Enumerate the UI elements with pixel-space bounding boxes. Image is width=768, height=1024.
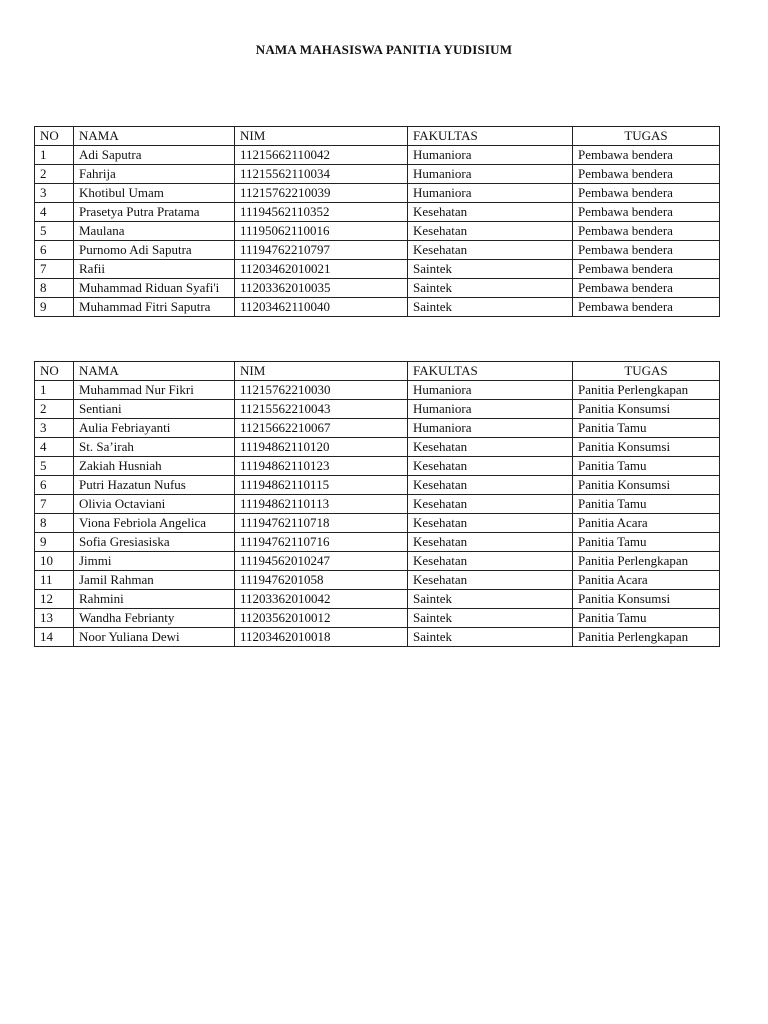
cell-no: 12 — [35, 590, 74, 609]
table-row — [35, 222, 720, 241]
table-row — [35, 279, 720, 298]
cell-no: 1 — [35, 381, 74, 400]
cell-fakultas: Saintek — [408, 298, 573, 317]
cell-tugas: Panitia Konsumsi — [573, 438, 720, 457]
cell-nim: 11194562110352 — [235, 203, 408, 222]
cell-nim: 11215762210030 — [235, 381, 408, 400]
header-nama: NAMA — [74, 362, 235, 381]
cell-tugas: Panitia Acara — [573, 571, 720, 590]
cell-fakultas: Humaniora — [408, 146, 573, 165]
cell-fakultas: Saintek — [408, 260, 573, 279]
cell-nama: Noor Yuliana Dewi — [74, 628, 235, 647]
cell-nama: Fahrija — [74, 165, 235, 184]
table-row — [35, 203, 720, 222]
header-fakultas: FAKULTAS — [408, 362, 573, 381]
cell-nama: Adi Saputra — [74, 146, 235, 165]
cell-fakultas: Kesehatan — [408, 514, 573, 533]
cell-no: 5 — [35, 222, 74, 241]
cell-no: 9 — [35, 533, 74, 552]
cell-tugas: Pembawa bendera — [573, 165, 720, 184]
cell-no: 8 — [35, 514, 74, 533]
cell-no: 8 — [35, 279, 74, 298]
cell-no: 3 — [35, 419, 74, 438]
cell-tugas: Pembawa bendera — [573, 298, 720, 317]
table-row — [35, 457, 720, 476]
table-row — [35, 165, 720, 184]
table-row — [35, 419, 720, 438]
cell-nama: Rahmini — [74, 590, 235, 609]
cell-nama: Jimmi — [74, 552, 235, 571]
table-row — [35, 571, 720, 590]
header-nim: NIM — [235, 127, 408, 146]
cell-nim: 11203362010035 — [235, 279, 408, 298]
cell-nim: 11203462110040 — [235, 298, 408, 317]
cell-no: 2 — [35, 165, 74, 184]
cell-nim: 11215562110034 — [235, 165, 408, 184]
cell-nim: 1119476201058 — [235, 571, 408, 590]
header-no: NO — [35, 127, 74, 146]
cell-nim: 11203562010012 — [235, 609, 408, 628]
cell-nim: 11194762210797 — [235, 241, 408, 260]
table-row — [35, 609, 720, 628]
cell-tugas: Pembawa bendera — [573, 184, 720, 203]
cell-nim: 11203362010042 — [235, 590, 408, 609]
cell-no: 10 — [35, 552, 74, 571]
cell-tugas: Pembawa bendera — [573, 146, 720, 165]
cell-nama: Zakiah Husniah — [74, 457, 235, 476]
table-row — [35, 514, 720, 533]
cell-nama: Khotibul Umam — [74, 184, 235, 203]
cell-tugas: Panitia Konsumsi — [573, 590, 720, 609]
cell-tugas: Panitia Perlengkapan — [573, 628, 720, 647]
cell-nim: 11194862110113 — [235, 495, 408, 514]
cell-nim: 11194762110718 — [235, 514, 408, 533]
cell-fakultas: Humaniora — [408, 400, 573, 419]
cell-no: 4 — [35, 203, 74, 222]
cell-no: 9 — [35, 298, 74, 317]
table-pembawa-bendera — [34, 126, 720, 317]
cell-fakultas: Humaniora — [408, 184, 573, 203]
cell-nim: 11203462010021 — [235, 260, 408, 279]
cell-tugas: Pembawa bendera — [573, 241, 720, 260]
cell-nama: St. Sa’irah — [74, 438, 235, 457]
cell-nim: 11215662110042 — [235, 146, 408, 165]
cell-nama: Putri Hazatun Nufus — [74, 476, 235, 495]
cell-nama: Prasetya Putra Pratama — [74, 203, 235, 222]
cell-no: 6 — [35, 241, 74, 260]
cell-fakultas: Kesehatan — [408, 438, 573, 457]
cell-fakultas: Saintek — [408, 279, 573, 298]
cell-nama: Sentiani — [74, 400, 235, 419]
cell-nim: 11194762110716 — [235, 533, 408, 552]
cell-fakultas: Kesehatan — [408, 203, 573, 222]
cell-tugas: Pembawa bendera — [573, 260, 720, 279]
cell-tugas: Panitia Konsumsi — [573, 400, 720, 419]
cell-tugas: Panitia Konsumsi — [573, 476, 720, 495]
cell-nama: Jamil Rahman — [74, 571, 235, 590]
table-row — [35, 241, 720, 260]
header-tugas: TUGAS — [573, 362, 720, 381]
page-title: NAMA MAHASISWA PANITIA YUDISIUM — [255, 42, 513, 57]
table-row — [35, 438, 720, 457]
cell-tugas: Panitia Tamu — [573, 533, 720, 552]
cell-no: 5 — [35, 457, 74, 476]
cell-fakultas: Kesehatan — [408, 476, 573, 495]
table-header-row — [35, 127, 720, 146]
cell-tugas: Pembawa bendera — [573, 203, 720, 222]
cell-no: 4 — [35, 438, 74, 457]
cell-no: 2 — [35, 400, 74, 419]
cell-fakultas: Humaniora — [408, 165, 573, 184]
cell-no: 3 — [35, 184, 74, 203]
cell-nama: Aulia Febriayanti — [74, 419, 235, 438]
table-row — [35, 400, 720, 419]
header-nama: NAMA — [74, 127, 235, 146]
cell-no: 1 — [35, 146, 74, 165]
cell-nama: Rafii — [74, 260, 235, 279]
cell-nama: Maulana — [74, 222, 235, 241]
cell-fakultas: Kesehatan — [408, 533, 573, 552]
cell-fakultas: Kesehatan — [408, 495, 573, 514]
cell-fakultas: Saintek — [408, 628, 573, 647]
cell-nim: 11194862110123 — [235, 457, 408, 476]
table-row — [35, 552, 720, 571]
table-row — [35, 146, 720, 165]
cell-fakultas: Humaniora — [408, 381, 573, 400]
cell-tugas: Panitia Tamu — [573, 419, 720, 438]
cell-no: 7 — [35, 260, 74, 279]
cell-no: 11 — [35, 571, 74, 590]
table-row — [35, 628, 720, 647]
cell-fakultas: Saintek — [408, 590, 573, 609]
table-row — [35, 533, 720, 552]
cell-fakultas: Kesehatan — [408, 571, 573, 590]
cell-tugas: Pembawa bendera — [573, 222, 720, 241]
cell-no: 13 — [35, 609, 74, 628]
header-no: NO — [35, 362, 74, 381]
table-header-row — [35, 362, 720, 381]
cell-tugas: Panitia Acara — [573, 514, 720, 533]
table-row — [35, 184, 720, 203]
cell-fakultas: Kesehatan — [408, 457, 573, 476]
header-tugas: TUGAS — [573, 127, 720, 146]
cell-tugas: Panitia Perlengkapan — [573, 552, 720, 571]
cell-no: 14 — [35, 628, 74, 647]
cell-tugas: Panitia Perlengkapan — [573, 381, 720, 400]
table-row — [35, 476, 720, 495]
cell-no: 6 — [35, 476, 74, 495]
cell-tugas: Panitia Tamu — [573, 495, 720, 514]
cell-fakultas: Kesehatan — [408, 222, 573, 241]
cell-tugas: Panitia Tamu — [573, 457, 720, 476]
cell-nama: Muhammad Fitri Saputra — [74, 298, 235, 317]
cell-nim: 11194562010247 — [235, 552, 408, 571]
cell-fakultas: Saintek — [408, 609, 573, 628]
table-row — [35, 495, 720, 514]
cell-no: 7 — [35, 495, 74, 514]
table-row — [35, 260, 720, 279]
cell-nim: 11215562210043 — [235, 400, 408, 419]
cell-nim: 11215662210067 — [235, 419, 408, 438]
cell-nama: Sofia Gresiasiska — [74, 533, 235, 552]
table-row — [35, 590, 720, 609]
cell-nama: Muhammad Nur Fikri — [74, 381, 235, 400]
cell-nama: Purnomo Adi Saputra — [74, 241, 235, 260]
cell-fakultas: Kesehatan — [408, 552, 573, 571]
cell-nama: Olivia Octaviani — [74, 495, 235, 514]
cell-nim: 11194862110115 — [235, 476, 408, 495]
cell-nim: 11203462010018 — [235, 628, 408, 647]
cell-nama: Viona Febriola Angelica — [74, 514, 235, 533]
cell-nama: Wandha Febrianty — [74, 609, 235, 628]
cell-fakultas: Kesehatan — [408, 241, 573, 260]
cell-nim: 11194862110120 — [235, 438, 408, 457]
cell-nim: 11195062110016 — [235, 222, 408, 241]
table-row — [35, 381, 720, 400]
header-nim: NIM — [235, 362, 408, 381]
table-row — [35, 298, 720, 317]
cell-tugas: Pembawa bendera — [573, 279, 720, 298]
cell-tugas: Panitia Tamu — [573, 609, 720, 628]
cell-nama: Muhammad Riduan Syafi'i — [74, 279, 235, 298]
header-fakultas: FAKULTAS — [408, 127, 573, 146]
table-panitia — [34, 361, 720, 647]
cell-nim: 11215762210039 — [235, 184, 408, 203]
cell-fakultas: Humaniora — [408, 419, 573, 438]
